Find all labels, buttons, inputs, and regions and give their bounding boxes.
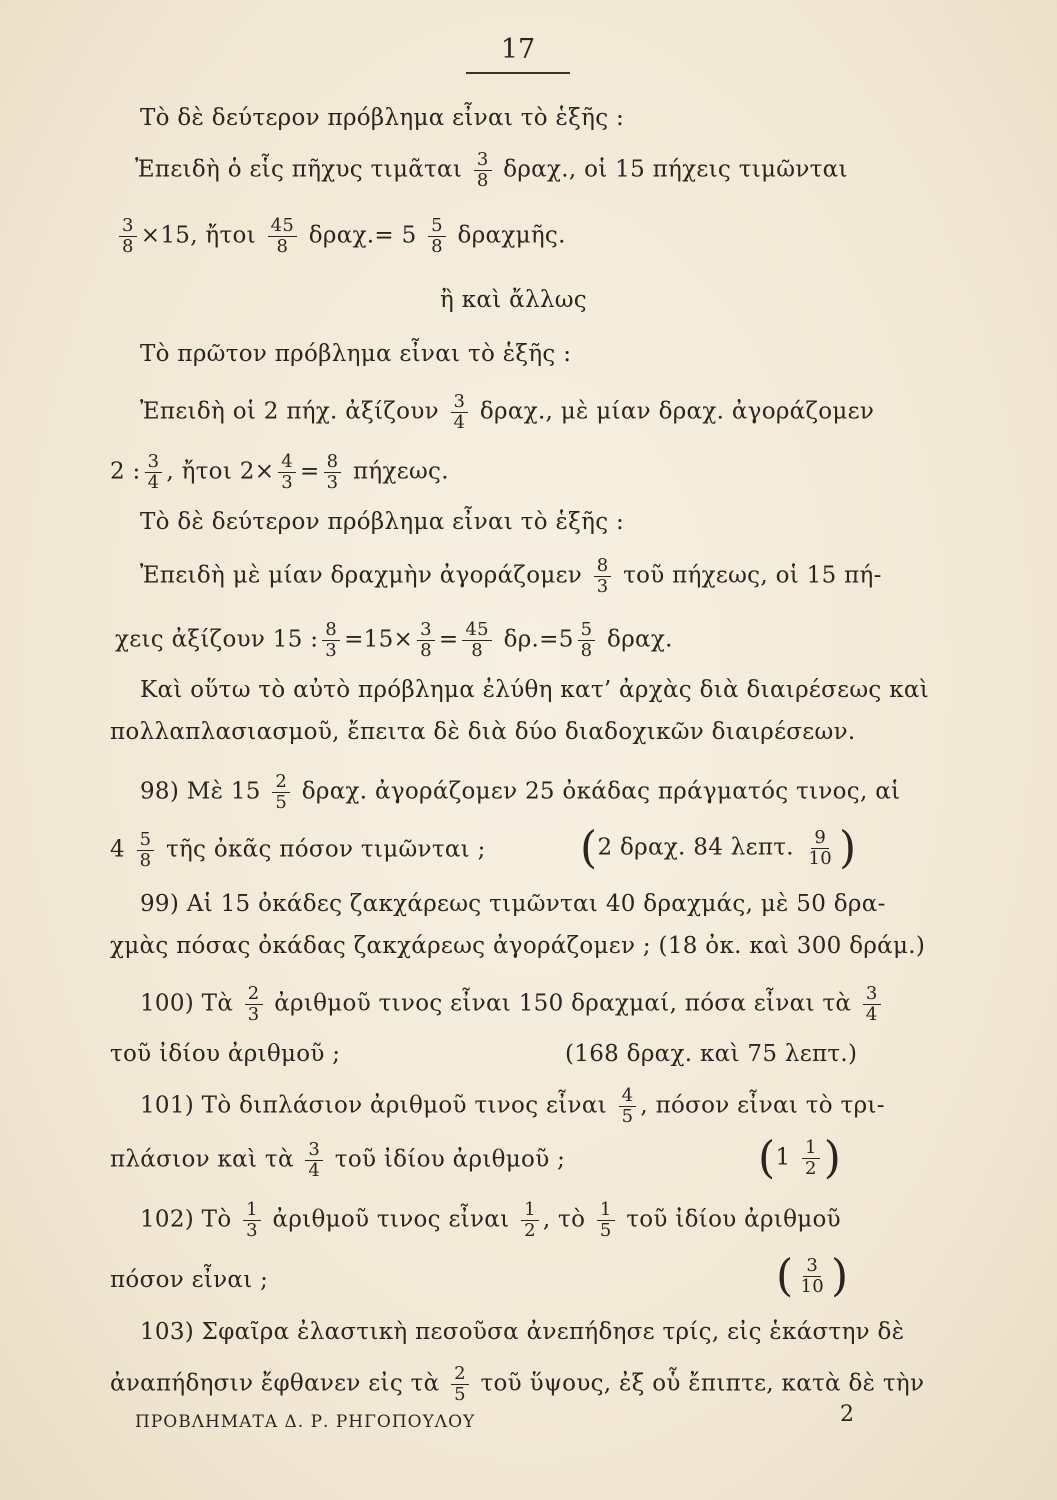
exercise-101 [140,1086,885,1127]
fraction-numerator: 3 [145,452,163,473]
fraction-denominator: 5 [275,792,288,813]
text-segment: δρ.=5 [503,626,574,653]
text-segment: Ἐπειδὴ ὁ εἷς πῆχυς τιμᾶται [135,156,463,183]
text-segment: =15× [344,626,414,653]
text-segment: 2 δραχ. 84 λεπτ. [597,834,794,861]
fraction-denominator: 8 [276,236,289,257]
fraction [802,1138,820,1179]
fraction-denominator: 10 [800,1276,824,1297]
fraction-denominator: 4 [308,1160,321,1181]
parenthesis: ( [776,1250,794,1302]
fraction-denominator: 3 [596,576,609,597]
exercise-103-cont [110,1364,924,1405]
page-number-rule [466,72,570,74]
fraction-denominator: 3 [247,1004,260,1025]
fraction-denominator: 5 [454,1384,466,1405]
text-line: ἢ καὶ ἄλλως [440,287,587,313]
fraction-numerator: 1 [802,1138,820,1159]
text-segment: = [300,458,320,485]
fraction [417,620,435,661]
text-segment: πλάσιον καὶ τὰ [110,1146,294,1173]
text-line: Τὸ δὲ δεύτερον πρόβλημα εἶναι τὸ ἑξῆς : [140,509,625,535]
fraction-numerator: 8 [322,620,340,641]
text-segment: χεις ἀξίζουν 15 : [115,626,319,653]
fraction-numerator: 2 [451,1364,469,1385]
fraction-denominator: 3 [246,1220,258,1241]
fraction-denominator: 8 [580,640,593,661]
fraction-numerator: 3 [451,392,469,413]
text-segment: 100) Τὰ [140,990,234,1017]
fraction-numerator: 3 [305,1140,323,1161]
fraction-denominator: 10 [808,848,833,869]
text-segment: Ἐπειδὴ μὲ μίαν δραχμὴν ἀγοράζομεν [140,562,583,589]
text-segment: 4 [110,836,125,863]
fraction-numerator: 4 [278,452,296,473]
text-segment: 102) Τὸ [140,1206,232,1233]
fraction-numerator: 3 [803,1256,821,1277]
fraction-denominator: 3 [325,640,338,661]
text-segment: , πόσον εἶναι τὸ τρι- [640,1092,885,1119]
text-segment: τοῦ ἰδίου ἀριθμοῦ ; [334,1146,566,1173]
answer-102 [776,1250,849,1302]
fraction-numerator: 3 [119,216,137,237]
text-segment: τοῦ ἰδίου ἀριθμοῦ [626,1206,841,1233]
fraction-denominator: 5 [599,1220,612,1241]
parenthesis: ) [823,1132,842,1184]
signature-mark: 2 [840,1402,854,1427]
text-line [110,452,449,493]
fraction [451,392,469,433]
answer-100: (168 δραχ. καὶ 75 λεπτ.) [565,1041,858,1067]
fraction [278,452,296,493]
text-segment: δραχ. ἀγοράζομεν 25 ὀκάδας πράγματός τινος, αἱ [301,778,901,805]
exercise-99-cont: χμὰς πόσας ὀκάδας ζακχάρεως ἀγοράζομεν ; (18 ὀκ. καὶ 300 δράμ.) [110,933,926,959]
text-line [140,556,882,597]
fraction-numerator: 2 [245,984,263,1005]
text-segment: , τὸ [542,1206,586,1233]
footer-author: ΠΡΟΒΛΗΜΑΤΑ Δ. Ρ. ΡΗΓΟΠΟΥΛΟΥ [135,1412,476,1432]
fraction [521,1200,539,1241]
fraction [428,216,446,257]
text-segment: ἀναπήδησιν ἔφθανεν εἰς τὰ [110,1370,440,1397]
fraction-numerator: 1 [597,1200,615,1221]
parenthesis: ( [758,1132,776,1184]
fraction [474,150,492,191]
exercise-100-cont: τοῦ ἰδίου ἀριθμοῦ ; [110,1041,341,1067]
fraction [119,216,137,257]
answer-98 [580,822,857,874]
fraction [137,830,155,871]
exercise-98-cont [110,830,486,871]
exercise-103: 103) Σφαῖρα ἐλαστικὴ πεσοῦσα ἀνεπήδησε τρίς, εἰς ἑκάστην δὲ [140,1319,905,1345]
fraction-denominator: 5 [621,1106,634,1127]
fraction-denominator: 2 [524,1220,536,1241]
text-segment: τοῦ ὕψους, ἐξ οὗ ἔπιπτε, κατὰ δὲ τὴν [480,1370,925,1397]
fraction [619,1086,637,1127]
fraction [268,216,298,257]
text-segment: 101) Τὸ διπλάσιον ἀριθμοῦ τινος εἶναι [140,1092,607,1119]
text-segment: , ἤτοι 2× [166,458,275,485]
parenthesis: ( [580,822,598,874]
fraction-denominator: 8 [431,236,443,257]
text-segment: Ἐπειδὴ οἱ 2 πήχ. ἀξίζουν [140,398,439,425]
fraction-numerator: 3 [863,984,881,1005]
fraction-numerator: 1 [521,1200,539,1221]
fraction [272,772,290,813]
text-line: Τὸ πρῶτον πρόβλημα εἶναι τὸ ἑξῆς : [140,341,572,367]
text-segment: δραχ., μὲ μίαν δραχ. ἀγοράζομεν [479,398,875,425]
fraction-numerator: 5 [137,830,155,851]
fraction-denominator: 4 [147,472,160,493]
text-line [115,620,673,661]
fraction-numerator: 45 [268,216,298,237]
fraction-numerator: 5 [428,216,446,237]
text-segment: ἀριθμοῦ τινος εἶναι 150 δραχμαί, πόσα εἶναι τὰ [274,990,852,1017]
parenthesis: ) [839,822,857,874]
page-number: 17 [500,34,536,65]
text-segment: δραχμῆς. [457,222,566,249]
fraction [797,1256,827,1297]
fraction [597,1200,615,1241]
fraction-denominator: 8 [139,850,152,871]
text-segment: ×15, ἤτοι [140,222,256,249]
answer-101 [758,1132,842,1184]
exercise-101-cont [110,1140,565,1181]
fraction-numerator: 5 [578,620,596,641]
fraction-denominator: 2 [805,1158,817,1179]
text-segment: 98) Μὲ 15 [140,778,261,805]
fraction-denominator: 4 [453,412,466,433]
text-segment: πήχεως. [353,458,449,485]
fraction-numerator: 2 [272,772,290,793]
fraction [594,556,612,597]
fraction [145,452,163,493]
fraction-numerator: 8 [324,452,342,473]
text-line [115,216,566,257]
fraction [578,620,596,661]
fraction [245,984,263,1025]
text-segment: δραχ., οἱ 15 πήχεις τιμῶνται [503,156,848,183]
fraction [462,620,492,661]
text-segment: = [438,626,459,653]
text-line: Καὶ οὕτω τὸ αὐτὸ πρόβλημα ἐλύθη κατ’ ἀρχὰς διὰ διαιρέσεως καὶ [140,677,930,703]
exercise-100 [140,984,885,1025]
text-segment: 2 : [110,458,141,485]
fraction-numerator: 3 [474,150,492,171]
text-line [135,150,848,191]
fraction-numerator: 45 [462,620,492,641]
fraction [451,1364,469,1405]
fraction-numerator: 4 [619,1086,637,1107]
fraction [806,828,836,869]
exercise-102-cont: πόσον εἶναι ; [110,1267,269,1293]
fraction-denominator: 3 [326,472,339,493]
exercise-98 [140,772,900,813]
exercise-102 [140,1200,841,1241]
text-line [140,392,874,433]
fraction-numerator: 1 [243,1200,261,1221]
fraction [324,452,342,493]
fraction-denominator: 4 [865,1004,878,1025]
text-line: Τὸ δὲ δεύτερον πρόβλημα εἶναι τὸ ἑξῆς : [140,105,625,131]
text-segment: δραχ. [607,626,673,653]
parenthesis: ) [830,1250,849,1302]
fraction-denominator: 3 [281,472,294,493]
fraction-denominator: 8 [476,170,489,191]
text-segment: τοῦ πήχεως, οἱ 15 πή- [623,562,882,589]
fraction [305,1140,323,1181]
fraction [863,984,881,1025]
fraction-denominator: 8 [122,236,134,257]
text-segment: ἀριθμοῦ τινος εἶναι [272,1206,510,1233]
fraction-numerator: 9 [811,828,829,849]
fraction [322,620,340,661]
text-line: πολλαπλασιασμοῦ, ἔπειτα δὲ διὰ δύο διαδοχικῶν διαιρέσεων. [110,719,856,745]
fraction-denominator: 8 [471,640,484,661]
exercise-99: 99) Αἱ 15 ὀκάδες ζακχάρεως τιμῶνται 40 δραχμάς, μὲ 50 δρα- [140,891,886,917]
fraction-denominator: 8 [420,640,432,661]
text-segment: 1 [775,1144,791,1171]
fraction [243,1200,261,1241]
text-segment: τῆς ὀκᾶς πόσον τιμῶνται ; [165,836,486,863]
fraction-numerator: 8 [594,556,612,577]
text-segment: δραχ.= 5 [308,222,417,249]
fraction-numerator: 3 [417,620,435,641]
